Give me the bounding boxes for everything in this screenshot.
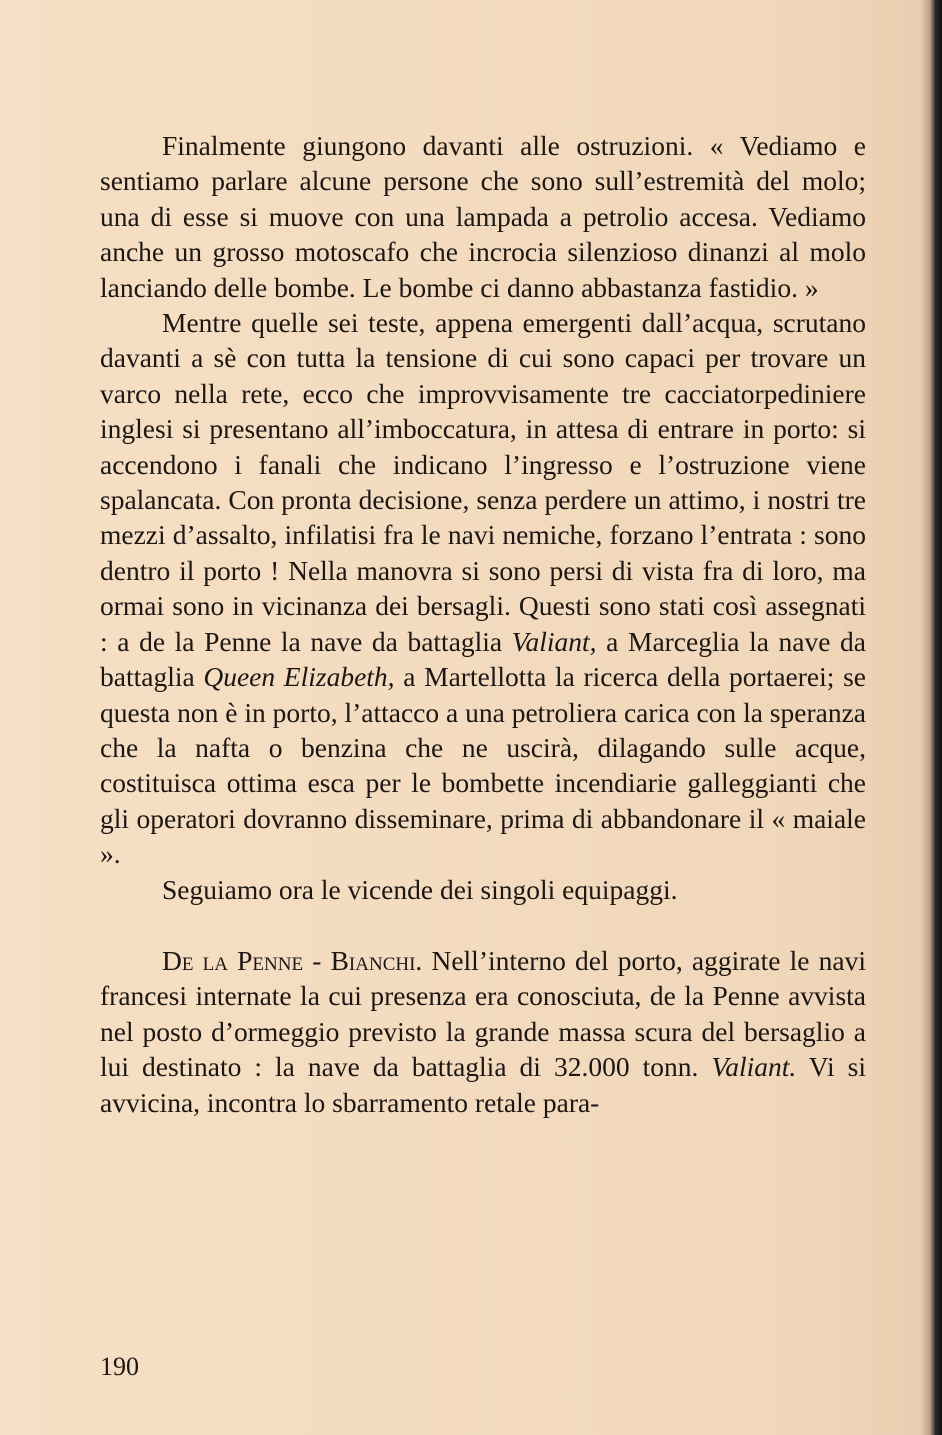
paragraph-3: Seguiamo ora le vicende dei singoli equipaggi.	[162, 873, 678, 905]
paragraph-1: Finalmente giungono davanti alle ostruzioni. « Vediamo e sentiamo parlare alcune persone che sono sull’estremità del molo; una di esse si muove con una lampada a petrolio accesa. Vediamo anche un grosso motoscafo che incrocia silenzioso dinanzi al molo lanciando delle bombe. Le bombe ci danno abbastanza fastidio. »	[100, 130, 866, 303]
ship-name-valiant-2: Valiant.	[711, 1051, 797, 1083]
paragraph-2	[100, 305, 866, 872]
body-text	[100, 128, 866, 1120]
paragraph-4-part-1: Nell’interno del porto, aggirate le navi francesi internate la cui presenza era conosciuta, de la Penne avvista nel posto d’ormeggio previsto la grande massa scura del bersaglio a lui destinato : la nave da battaglia di 32.000 tonn.	[100, 944, 866, 1083]
paragraph-2-part-1: Mentre quelle sei teste, appena emergenti dall’acqua, scrutano davanti a sè con tutta la tensione di cui sono capaci per trovare un varco nella rete, ecco che improvvisamente tre cacciatorpediniere inglesi si presentano all’imboccatura, in attesa di entrare in porto: si accendono i fanali che indicano l’ingresso e l’ostruzione viene spalancata. Con pronta decisione, senza perdere un attimo, i nostri tre mezzi d’assalto, infilatisi fra le navi nemiche, forzano l’entrata : sono dentro il porto ! Nella manovra si sono persi di vista fra di loro, ma ormai sono in vicinanza dei bersagli. Questi sono stati così assegnati : a de la Penne la nave da battaglia	[100, 307, 866, 657]
page-edge-shadow	[920, 0, 942, 1435]
section-gap	[100, 907, 866, 943]
paragraph-2-part-2: a Marceglia la nave da battaglia	[100, 625, 867, 693]
paragraph-4-part-2: Vi si avvicina, incontra lo sbarramento retale para-	[100, 1051, 866, 1118]
section-heading: De la Penne - Bianchi.	[162, 944, 423, 976]
ship-name-valiant: Valiant,	[511, 625, 597, 657]
page-number: 190	[100, 1352, 139, 1381]
paragraph-2-part-3: a Martellotta la ricerca della portaerei; se questa non è in porto, l’attacco a una petroliera carica con la speranza che la nafta o benzina che ne uscirà, dilagando sulle acque, costituisca ottima esca per le bombette incendiarie galleggianti che gli operatori dovranno disseminare, prima di abbandonare il « maiale ».	[100, 661, 866, 870]
ship-name-queen-elizabeth: Queen Elizabeth,	[203, 661, 395, 693]
paragraph-4	[100, 943, 866, 1120]
